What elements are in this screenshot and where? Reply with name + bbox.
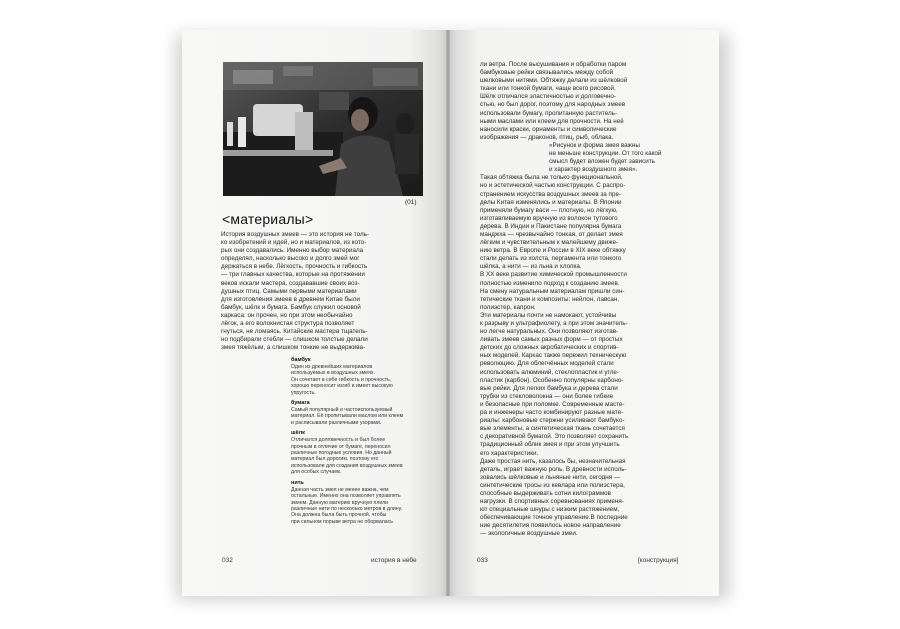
glossary-term: нить xyxy=(291,479,304,486)
glossary-line: Один из древнейших материалов xyxy=(291,364,373,370)
text-line: — экологичные воздушные змеи. xyxy=(480,530,578,538)
pull-quote-line: «Рисунок и форма змея важны xyxy=(549,141,640,149)
glossary-line: Она должна была быть прочной, чтобы xyxy=(291,512,387,519)
pull-quote-line: не меньше конструкции. От того какой xyxy=(549,150,662,158)
text-line: ных моделей. Каркас также пережил техническую xyxy=(480,352,627,360)
glossary-line: использовали для создания воздушных змеев xyxy=(291,462,403,469)
text-line: деталь, играет важную роль. В древности исполь- xyxy=(480,465,627,473)
pull-quote-line: и характер воздушного змея». xyxy=(549,166,638,174)
text-line: изображения — драконов, птиц, рыб, облака. xyxy=(480,133,614,141)
text-line: делы Китая изменялись и материалы. В Японии xyxy=(480,198,622,206)
text-line: к разрыву и ультрафиолету, а при этом значитель- xyxy=(480,320,628,327)
text-line: для изготовления змеев в древнем Китае были xyxy=(221,295,360,303)
glossary-line: Самый популярный и частоиспользуемый xyxy=(291,407,393,414)
book-gutter xyxy=(446,30,450,596)
text-line: стью, но был дорог, поэтому для народных змеев xyxy=(480,101,626,109)
text-line: шёлка, а нити — из льна и хлопка. xyxy=(480,263,582,271)
glossary-line: хорошо переносит изгиб и имеет высокую xyxy=(291,383,393,390)
left-running-title: история в небе xyxy=(371,557,417,564)
glossary-line: для особых случаев. xyxy=(291,469,342,476)
text-line: Такая обтяжка была не только функциональной, xyxy=(480,174,623,182)
text-line: полиэстер, капрон. xyxy=(480,303,536,311)
text-line: но легче натуральных. Они позволяют изготав- xyxy=(480,328,619,336)
right-page-number: 033 xyxy=(477,557,488,564)
text-line: Эти материалы почти не намокают, устойчивы xyxy=(480,311,617,319)
text-line: странением искусства воздушных змеев за пре- xyxy=(480,190,622,198)
text-line: дерева. В Индии и Пакистане популярна бумага xyxy=(480,222,622,230)
text-line: тетические ткани и композиты: нейлон, лавсан, xyxy=(480,295,620,303)
text-line: традиционный облик змея и при этом улучшить xyxy=(480,441,620,449)
section-heading: <материалы> xyxy=(222,211,314,227)
workshop-photo xyxy=(223,62,423,196)
pull-quote-line: смысл будет вложен будет зависить xyxy=(549,158,655,166)
text-line: с декоративной бумагой. Это позволяет сохранить xyxy=(480,433,629,441)
text-line: шелковыми нитями. Обтяжку делали из шёлковой xyxy=(480,77,628,85)
right-running-title: [конструкция] xyxy=(638,557,679,564)
text-line: детских до сложных акробатических и спортив- xyxy=(480,344,619,352)
text-line: ными маслами или клеем для прочности. На неё xyxy=(480,117,624,125)
text-line: На смену натуральным материалам пришли син- xyxy=(480,287,625,295)
glossary-line: материал был дорогим, поэтому его xyxy=(291,456,379,463)
text-line: ко изобретений и идей, но и материалов, из кото- xyxy=(221,239,367,247)
text-line: нию ветра. В Европе и России в XIX веке обтяжку xyxy=(480,247,626,255)
left-page-number: 032 xyxy=(222,557,233,564)
workshop-photo-image xyxy=(223,62,423,196)
text-line: стали делать из холста, пергамента или тонкого xyxy=(480,255,622,263)
text-line: бамбуковые рейки связывались между собой xyxy=(480,69,614,77)
glossary-line: Он сочетает в себе гибкость и прочность, xyxy=(291,376,392,383)
glossary-line: различные нити по несколько метров в длину. xyxy=(291,505,403,512)
text-line: риалы: карбоновые стержни усиливают бамбуко- xyxy=(480,417,625,425)
glossary-line: Данная часть змея не менее важна, чем xyxy=(291,486,389,493)
text-line: способные выдерживать сотни килограммов xyxy=(480,489,612,497)
text-line: каркаса: он прочен, но при этом необычайно xyxy=(221,311,353,319)
text-line: бамбук, шёлк и бумага. Бамбук служил основой xyxy=(221,303,361,311)
glossary xyxy=(291,357,431,525)
glossary-line: при сильном порыве ветра не оборвалась xyxy=(291,518,393,525)
glossary-line: Отличался долговечность и был более xyxy=(291,437,386,444)
text-line: пластик (карбон). Особенно популярны карбоно- xyxy=(480,376,624,384)
text-line: и безопасные при поломке. Современные масте- xyxy=(480,400,625,408)
text-line: веков искали мастера, создававшие своих воз- xyxy=(221,279,360,287)
text-line: Даже простая нить, казалось бы, незначительная xyxy=(480,457,626,465)
glossary-line: прочным в отличие от бумаге, переносил xyxy=(291,443,391,450)
glossary-line: и расписывали различными узорами. xyxy=(291,419,382,426)
text-line: ливать змеев самых разных форм — от простых xyxy=(480,336,623,344)
text-line: В XX веке развитие химической промышленности xyxy=(480,271,627,279)
text-line: манджха — чрезвычайно тонкая, от делает змея xyxy=(480,230,623,238)
text-line: лёгким и чувствительным к малейшему движе- xyxy=(480,239,619,247)
glossary-term: бамбук xyxy=(291,357,311,363)
text-line: змея тяжёлым, а слишком тонкие не выдержива- xyxy=(221,344,366,352)
glossary-line: материал. Её пропитывали маслом или клеем xyxy=(291,413,404,420)
text-line: ние десятилетия появилось новое направление xyxy=(480,522,621,530)
text-line: держаться в небе. Лёгкость, прочность и гибкость xyxy=(221,263,368,271)
text-line: вые элементы, а синтетическая ткань сочетается xyxy=(480,425,625,433)
text-line: гнуться, не ломаясь. Китайские мастера тщатель- xyxy=(221,328,368,336)
text-line: рых они создавались. Именно выбор материала xyxy=(221,247,364,255)
photo-caption: (01) xyxy=(405,199,417,206)
text-line: наносили краски, орнаменты и символические xyxy=(480,125,617,133)
text-line: нагрузки. В спортивных соревнованиях применя- xyxy=(480,498,624,506)
text-line: но подбирали стебли — слишком толстые делали xyxy=(221,336,368,344)
text-line: душных птиц. Самыми первыми материалами xyxy=(221,287,357,295)
text-line: синтетические тросы из кевлара или полиэстера, xyxy=(480,481,625,489)
text-line: его характеристики. xyxy=(480,449,539,457)
text-line: применяли бумагу васи — плотную, но лёгкую, xyxy=(480,206,618,214)
glossary-term: бумага xyxy=(291,400,310,407)
text-line: определял, насколько высоко и долго змей мог xyxy=(221,255,360,263)
text-line: изготавливаемую вручную из волокон тутового xyxy=(480,214,618,222)
text-line: ра и инженеры часто комбинируют разные мате- xyxy=(480,409,624,417)
text-line: зовались шёлковые и льняные нити, сегодня — xyxy=(480,473,621,481)
glossary-term: шёлк xyxy=(291,430,305,437)
glossary-line: остальные. Именно она позволяет управлять xyxy=(291,493,401,500)
glossary-line: змеем. Данную материю вручную плели xyxy=(291,499,389,506)
right-body-text xyxy=(480,61,688,539)
text-line: ли ветра. После высушивания и обработки паром xyxy=(480,61,627,68)
text-line: трубки из стекловолокна — они более гибкие xyxy=(480,392,614,400)
text-line: История воздушных змеев — это история не толь- xyxy=(221,231,370,238)
text-line: — три главных качества, которые на протяжении xyxy=(221,271,365,279)
text-line: но и эстетической частью конструкции. С распро- xyxy=(480,182,626,190)
left-body-text xyxy=(221,231,424,352)
text-line: вые рейки. Для легких бамбука и дерева стали xyxy=(480,384,618,392)
text-line: обеспечивающие точное управление.В последние xyxy=(480,514,628,522)
text-line: полностью изменило подход к созданию змеев. xyxy=(480,279,620,287)
glossary-line: различные погодные условия. Но данный xyxy=(291,450,392,457)
glossary-line: упругость. xyxy=(291,389,316,396)
text-line: лёгок, а его волокнистая структура позволяет xyxy=(221,320,355,328)
text-line: революцию. Для облегчённых моделей стали xyxy=(480,360,614,368)
text-line: ткани или тонкой бумаги, чаще всего рисовой. xyxy=(480,85,616,93)
glossary-line: используемых в воздушных змеях. xyxy=(291,370,375,377)
text-line: Шёлк отличался эластичностью и долговечно- xyxy=(480,93,616,101)
text-line: использовали бумагу, пропитанную раститель- xyxy=(480,109,618,117)
text-line: использовать алюминий, стеклопластик и угле- xyxy=(480,368,619,376)
text-line: ют специальные шнуры с низким растяжением, xyxy=(480,506,620,514)
